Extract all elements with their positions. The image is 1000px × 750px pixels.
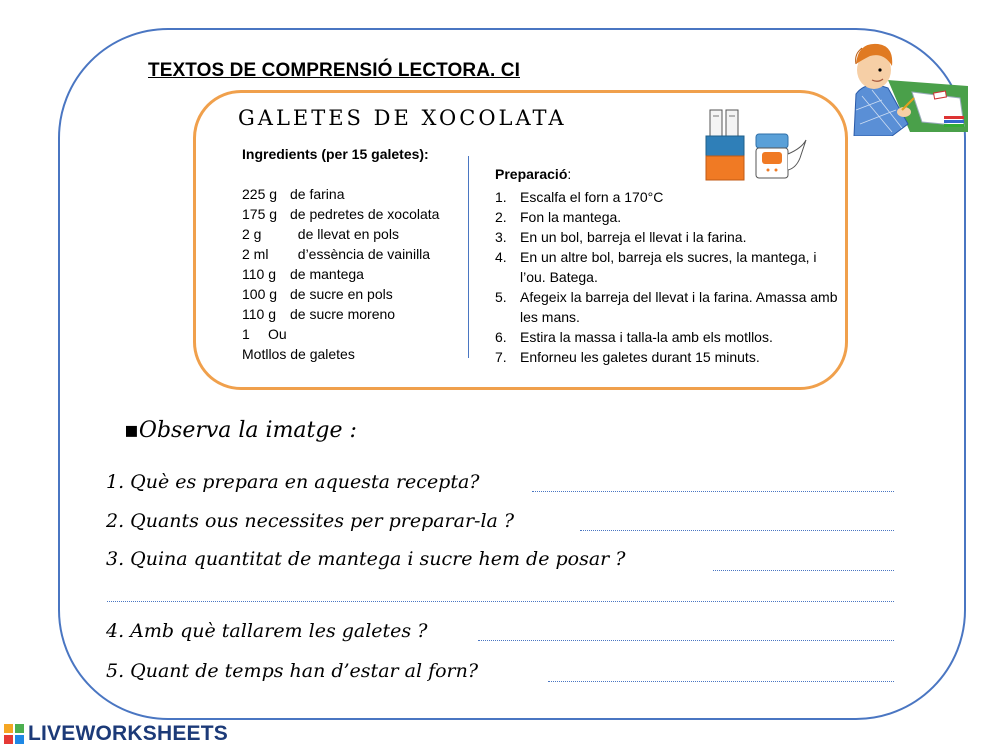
- step-number: 6.: [495, 329, 507, 345]
- ingredient-item: [242, 224, 439, 244]
- ingredient-item: [242, 204, 439, 224]
- ingredient-item: [242, 304, 439, 324]
- instruction-observe-image: ▪Observa la imatge :: [124, 418, 357, 443]
- step-number: 3.: [495, 229, 507, 245]
- step-item: [495, 327, 840, 347]
- step-text: En un bol, barreja el llevat i la farina.: [520, 229, 747, 245]
- ingredient-name: Motllos de galetes: [242, 346, 355, 362]
- ingredient-item: [242, 344, 439, 364]
- preparation-heading: [495, 166, 571, 182]
- ingredient-qty: 110 g: [242, 306, 276, 322]
- preparation-heading-label: Preparació: [495, 166, 568, 182]
- step-text: Fon la mantega.: [520, 209, 622, 225]
- step-text: Afegeix la barreja del llevat i la farina. Amassa amb les mans.: [520, 289, 838, 325]
- step-item: [495, 287, 840, 327]
- answer-line-3b[interactable]: [107, 601, 894, 602]
- ingredient-item: [242, 244, 439, 264]
- crayons: [944, 116, 964, 127]
- ingredient-name: de sucre moreno: [290, 306, 396, 322]
- brand-name: LIVEWORKSHEETS: [28, 722, 228, 745]
- ingredient-name: Ou: [268, 326, 287, 342]
- step-text: Estira la massa i talla-la amb els motllos.: [520, 329, 773, 345]
- ingredient-qty: 2 ml: [242, 246, 269, 262]
- step-number: 5.: [495, 289, 507, 305]
- column-divider: [468, 156, 469, 358]
- footer-brand: [4, 722, 228, 746]
- ingredient-item: [242, 284, 439, 304]
- ingredient-name: de farina: [290, 186, 345, 202]
- ingredients-list: [242, 184, 439, 364]
- ingredient-name: de mantega: [290, 266, 364, 282]
- step-item: [495, 347, 840, 367]
- preparation-heading-colon: :: [567, 166, 572, 182]
- kid-writing-illustration: [852, 40, 968, 136]
- ingredient-name: de pedretes de xocolata: [290, 206, 440, 222]
- ingredient-name: de sucre en pols: [290, 286, 393, 302]
- answer-line-3[interactable]: [713, 570, 894, 571]
- ingredient-item: [242, 324, 439, 344]
- step-item: [495, 207, 840, 227]
- step-number: 7.: [495, 349, 507, 365]
- ingredient-item: [242, 184, 439, 204]
- question-5: 5. Quant de temps han d’estar al forn?: [106, 660, 479, 682]
- step-number: 1.: [495, 189, 507, 205]
- question-3: 3. Quina quantitat de mantega i sucre hem de posar ?: [106, 548, 626, 570]
- recipe-title: GALETES DE XOCOLATA: [238, 106, 567, 130]
- step-number: 2.: [495, 209, 507, 225]
- ingredient-qty: 225 g: [242, 186, 278, 202]
- sugar-bowl-icon: [756, 134, 806, 178]
- question-2: 2. Quants ous necessites per preparar-la ?: [106, 510, 515, 532]
- answer-line-2[interactable]: [580, 530, 894, 531]
- step-item: [495, 227, 840, 247]
- ingredient-name: d’essència de vainilla: [290, 246, 431, 262]
- liveworksheets-logo-icon: [4, 724, 24, 744]
- step-text: Enforneu les galetes durant 15 minuts.: [520, 349, 760, 365]
- answer-line-4[interactable]: [478, 640, 894, 641]
- ingredient-qty: 100 g: [242, 286, 278, 302]
- question-1: 1. Què es prepara en aquesta recepta?: [106, 471, 480, 493]
- step-text: Escalfa el forn a 170°C: [520, 189, 664, 205]
- ingredient-qty: 1: [242, 326, 250, 342]
- ingredient-name: de llevat en pols: [290, 226, 399, 242]
- step-item: [495, 247, 840, 287]
- question-4: 4. Amb què tallarem les galetes ?: [106, 620, 428, 642]
- page-title: TEXTOS DE COMPRENSIÓ LECTORA. CI: [148, 60, 520, 81]
- kitchen-ingredients-illustration: [702, 108, 810, 182]
- ingredients-heading: Ingredients (per 15 galetes):: [242, 146, 429, 162]
- ingredient-qty: 175 g: [242, 206, 278, 222]
- step-number: 4.: [495, 249, 507, 265]
- step-item: [495, 187, 840, 207]
- ingredient-qty: 2 g: [242, 226, 262, 242]
- step-text: En un altre bol, barreja els sucres, la mantega, i l’ou. Bategа.: [520, 249, 817, 285]
- preparation-steps: [495, 187, 840, 367]
- ingredient-jars-icon: [706, 110, 744, 180]
- ingredient-item: [242, 264, 439, 284]
- answer-line-1[interactable]: [532, 491, 894, 492]
- answer-line-5[interactable]: [548, 681, 894, 682]
- ingredient-qty: 110 g: [242, 266, 276, 282]
